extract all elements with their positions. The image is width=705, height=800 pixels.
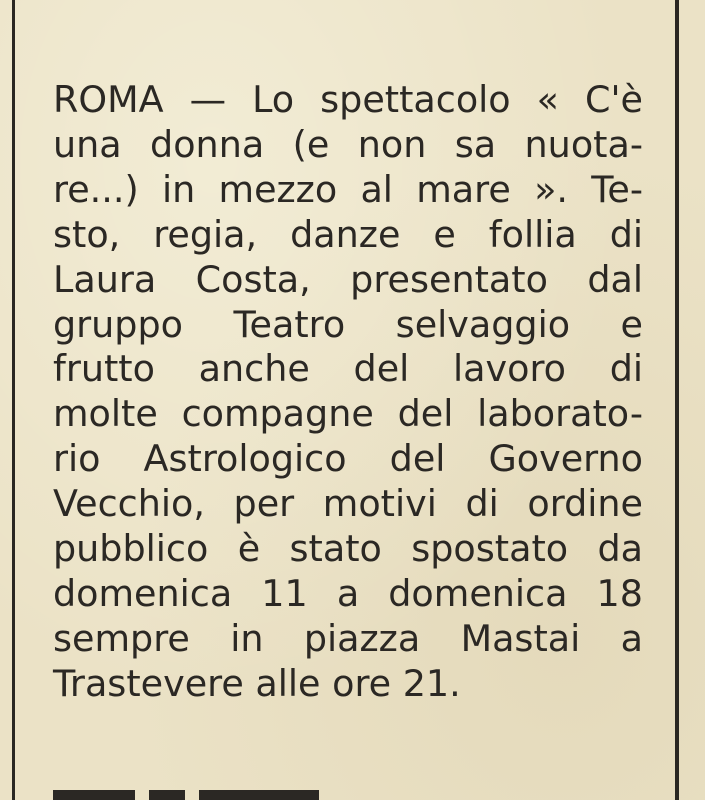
article-line: gruppo Teatro selvaggio e (53, 302, 643, 346)
article-line: sto, regia, danze e follia di (53, 212, 643, 256)
column-rule-right (675, 0, 679, 800)
article-line: sempre in piazza Mastai a (53, 616, 643, 660)
article-line: pubblico è stato spostato da (53, 527, 643, 571)
next-article-cropped-text (53, 790, 643, 800)
article-line: frutto anche del lavoro di (53, 347, 643, 391)
article-line: molte compagne del laborato- (53, 392, 643, 436)
article-line: re...) in mezzo al mare ». Te- (53, 167, 643, 211)
article-line: rio Astrologico del Governo (53, 437, 643, 481)
article-line: domenica 11 a domenica 18 (53, 571, 643, 615)
article-text (53, 78, 643, 707)
column-rule-left (12, 0, 15, 800)
article-line: Laura Costa, presentato dal (53, 257, 643, 301)
article-line: Vecchio, per motivi di ordine (53, 482, 643, 526)
article-line: una donna (e non sa nuota- (53, 122, 643, 166)
article-line: Trastevere alle ore 21. (53, 661, 461, 705)
article-line: ROMA — Lo spettacolo « C'è (53, 78, 643, 121)
